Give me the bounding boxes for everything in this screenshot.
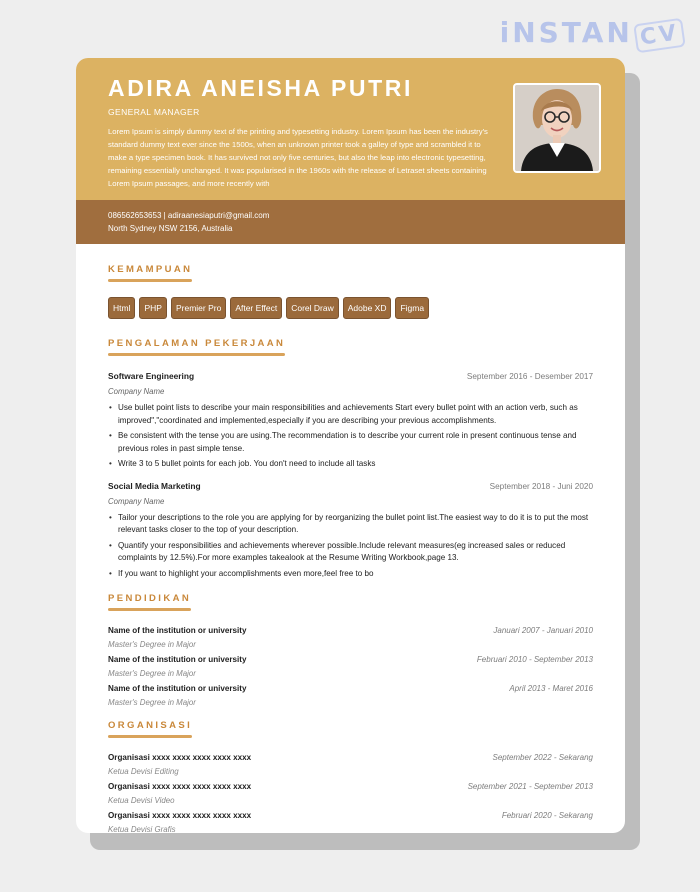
- resume-card: [76, 58, 625, 833]
- bullet-item: • If you want to highlight your accomplishments even more,feel free to bo: [118, 568, 593, 581]
- profile-summary: Lorem Ipsum is simply dummy text of the printing and typesetting industry. Lorem Ipsum has been the industry's standard dummy text ever since the 1500s, when an unknown printer took a galley of type and scrambled it to make a type specimen book. It has survived not only five centuries, but also the leap into electronic typesetting, remaining essentially unchanged. It was popularised in the 1960s with the release of Letraset sheets containing Lorem Ipsum passages, and more recently with: [108, 127, 488, 188]
- heading-underline: [108, 279, 192, 282]
- bullet-item: • Quantify your responsibilities and achievements wherever possible.Include relevant measures(eg increased sales or reduced complaints by 12.5%).For more examples takealook at the Resume Writing Workbook,page 13.: [118, 540, 593, 565]
- job-bullets: [108, 402, 593, 471]
- company-name: Company Name: [108, 387, 165, 396]
- organization-heading: [108, 720, 192, 747]
- resume-header: [76, 58, 625, 200]
- job-date: September 2018 - Juni 2020: [489, 481, 593, 491]
- organization-role: Ketua Devisi Editing: [108, 767, 179, 776]
- degree-name: Master's Degree in Major: [108, 640, 196, 649]
- skill-tag: Premier Pro: [171, 297, 226, 319]
- job-entry: [108, 371, 593, 471]
- skill-tag: Figma: [395, 297, 429, 319]
- education-heading: [108, 593, 191, 620]
- organization-heading-text: ORGANISASI: [108, 720, 193, 731]
- job-header: [108, 481, 593, 491]
- skills-section: [108, 259, 593, 319]
- skill-tag: PHP: [139, 297, 166, 319]
- institution-name: Name of the institution or university: [108, 684, 247, 693]
- job-title: Social Media Marketing: [108, 480, 201, 491]
- organization-role: Ketua Devisi Grafis: [108, 825, 176, 833]
- contact-band: [76, 200, 625, 244]
- portrait-illustration: [515, 85, 599, 171]
- organization-date: September 2021 - September 2013: [467, 782, 593, 791]
- job-date: September 2016 - Desember 2017: [466, 372, 593, 381]
- bullet-item: • Tailor your descriptions to the role you are applying for by reorganizing the bullet point list.The easiest way to do it is to put the most relevant tasks closer to the top of your description.: [118, 512, 593, 537]
- bullet-item: • Be consistent with the tense you are using.The recommendation is to describe your current role in present continuous tense and previous roles in past simple tense.: [118, 430, 593, 455]
- education-date: April 2013 - Maret 2016: [509, 684, 593, 693]
- organization-entry: [108, 782, 593, 805]
- institution-name: Name of the institution or university: [108, 655, 247, 664]
- organization-date: September 2022 - Sekarang: [492, 753, 593, 762]
- skill-tag: Html: [108, 297, 135, 319]
- degree-name: Master's Degree in Major: [108, 698, 196, 707]
- candidate-role: GENERAL MANAGER: [108, 107, 200, 117]
- experience-heading: [108, 338, 285, 365]
- brand-cv-mark: CV: [633, 18, 686, 54]
- experience-section: [108, 333, 593, 580]
- contact-phone-email: 086562653653 | adiraanesiaputri@gmail.com: [108, 211, 270, 220]
- candidate-name: ADIRA ANEISHA PUTRI: [108, 75, 413, 101]
- education-date: Januari 2007 - Januari 2010: [493, 626, 593, 635]
- job-header: [108, 371, 593, 381]
- organization-entry: [108, 753, 593, 776]
- organization-date: Februari 2020 - Sekarang: [501, 811, 593, 820]
- skill-tag: After Effect: [230, 297, 282, 319]
- skills-heading-text: KEMAMPUAN: [108, 264, 193, 275]
- organization-name: Organisasi xxxx xxxx xxxx xxxx xxxx: [108, 753, 252, 762]
- education-entry: [108, 626, 593, 649]
- company-name: Company Name: [108, 496, 165, 506]
- education-section: [108, 588, 593, 707]
- instancv-logo: [500, 16, 684, 50]
- organization-section: [108, 715, 593, 833]
- education-entry: [108, 684, 593, 707]
- education-date: Februari 2010 - September 2013: [476, 655, 593, 664]
- education-entry: [108, 655, 593, 678]
- profile-photo: [513, 83, 601, 173]
- contact-address: North Sydney NSW 2156, Australia: [108, 224, 233, 233]
- skill-tag: Adobe XD: [343, 297, 392, 319]
- heading-underline: [108, 735, 192, 738]
- skill-tag: Corel Draw: [286, 297, 339, 319]
- degree-name: Master's Degree in Major: [108, 669, 196, 678]
- brand-wordmark: iNSTAN: [499, 16, 633, 49]
- job-entry: [108, 481, 593, 581]
- organization-name: Organisasi xxxx xxxx xxxx xxxx xxxx: [108, 811, 252, 820]
- institution-name: Name of the institution or university: [108, 626, 247, 635]
- skills-list: [108, 297, 593, 319]
- organization-name: Organisasi xxxx xxxx xxxx xxxx xxxx: [108, 782, 252, 791]
- bullet-item: • Write 3 to 5 bullet points for each job. You don't need to include all tasks: [118, 458, 593, 471]
- heading-underline: [108, 353, 285, 356]
- organization-entry: [108, 811, 593, 833]
- bullet-item: • Use bullet point lists to describe your main responsibilities and achievements Start every bullet point with an action verb, such as improved","coordinated and implemented,especially if you are describing your previous accomplishments.: [118, 402, 593, 427]
- experience-heading-text: PENGALAMAN PEKERJAAN: [108, 338, 286, 349]
- heading-underline: [108, 608, 191, 611]
- resume-body: [76, 244, 625, 833]
- skills-heading: [108, 264, 192, 291]
- education-heading-text: PENDIDIKAN: [108, 593, 192, 604]
- job-bullets: [108, 512, 593, 581]
- job-title: Software Engineering: [108, 371, 195, 381]
- organization-role: Ketua Devisi Video: [108, 796, 175, 805]
